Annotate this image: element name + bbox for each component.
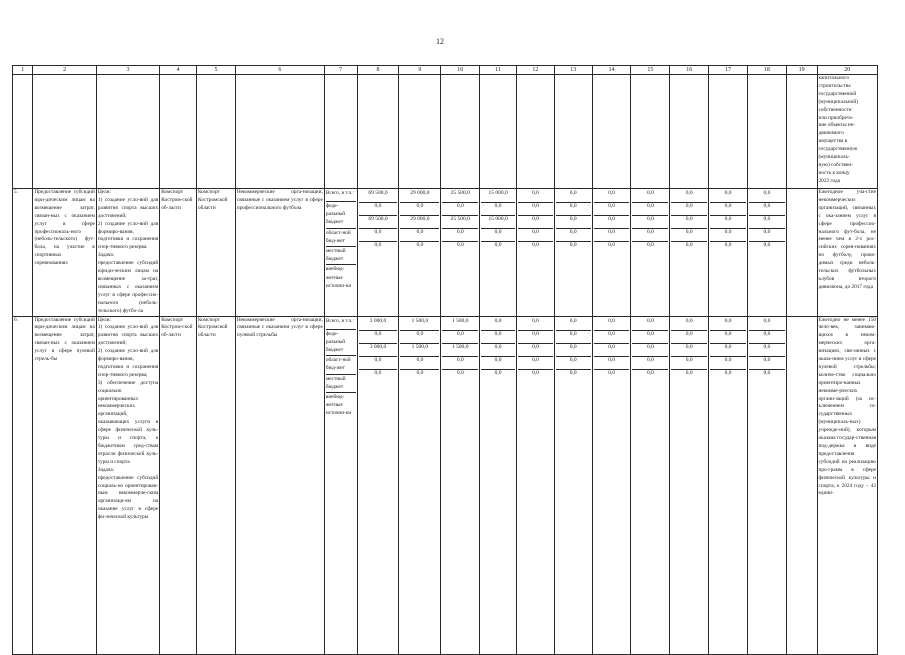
funding-value-cell bbox=[554, 189, 592, 317]
funding-value: 0,0 bbox=[671, 357, 707, 370]
funding-source-label: Всего, в т.ч.: bbox=[326, 189, 356, 202]
funding-value: 0,0 bbox=[671, 318, 707, 331]
funding-value-cell bbox=[357, 189, 399, 317]
funding-source-label: област-ной бюд-жет bbox=[326, 356, 356, 374]
column-number: 7 bbox=[324, 66, 357, 75]
expected-result: Ежегодно не менее 150 чело-век, занимаю-щихся в неком-мерческих орга-низациях, свя-занных с оказа-нием услуг в сфере пулевой стрельбы; количе-ство социально ориентиро-ванных некомме-рческих органи-заций (за ис-ключением го-сударственных (муниципаль-ных) учрежде-ний), которым оказана государ-ственная под-держка в виде предоставления субсидий на реализацию про-грамм в сфере физической культуры и спорта, к 2024 году – 42 едини- bbox=[817, 316, 877, 654]
funding-value: 69 500,0 bbox=[359, 190, 398, 203]
funding-value: 0,0 bbox=[749, 216, 785, 229]
funding-value: 0,0 bbox=[594, 216, 630, 229]
funding-value-cell bbox=[670, 316, 709, 654]
column-number: 9 bbox=[399, 66, 441, 75]
column-number: 18 bbox=[748, 66, 787, 75]
funding-value: 0,0 bbox=[456, 242, 464, 248]
funding-value: 0,0 bbox=[569, 242, 577, 248]
funding-value: 0,0 bbox=[518, 229, 553, 242]
funding-value: 0,0 bbox=[632, 229, 668, 242]
funding-value: 3 000,0 bbox=[359, 344, 398, 357]
funding-value-cell bbox=[441, 316, 480, 654]
funding-value: 0,0 bbox=[632, 190, 668, 203]
funding-value: 0,0 bbox=[632, 344, 668, 357]
funding-value: 0,0 bbox=[442, 229, 478, 242]
funding-value-cell bbox=[357, 316, 399, 654]
funding-source-label: феде-ральный бюджет bbox=[326, 202, 356, 229]
funding-value: 0,0 bbox=[594, 357, 630, 370]
funding-value: 1 500,0 bbox=[442, 318, 478, 331]
funding-value: 0,0 bbox=[556, 190, 591, 203]
executor: Комспорт Костром-ской об-ласти bbox=[160, 316, 197, 654]
column-number: 14 bbox=[592, 66, 631, 75]
funding-value: 0,0 bbox=[494, 369, 502, 376]
column-number: 19 bbox=[786, 66, 817, 75]
column-number: 12 bbox=[516, 66, 554, 75]
funding-value: 0,0 bbox=[481, 357, 515, 370]
funding-value: 0,0 bbox=[685, 369, 693, 376]
prev-result-text: капитального строительства государственной (муниципальной) собственности или приобрета- ние объекты не- движимого имущества в государственную (муниципаль- ную) собствен- ность к концу 2022 года bbox=[817, 75, 877, 189]
expected-result: Ежегодное уча-стие некоммерческих организаций, связанных с ока-занием услуг в сфере профессио-нального фут-бола, не менее чем в 2-х рос-сийских сорев-нованиях по футболу, прово-димых среди неболь-тельских футбольных клубов второго дивизиона, до 2017 года bbox=[817, 189, 877, 317]
column-number-row bbox=[13, 66, 878, 75]
column-number: 11 bbox=[480, 66, 517, 75]
funding-value-cell bbox=[631, 189, 670, 317]
funding-value: 0,0 bbox=[416, 369, 424, 376]
page-number: 12 bbox=[436, 37, 444, 46]
funding-source-label: Всего, в т.ч.: bbox=[326, 317, 356, 330]
funding-value: 3 000,0 bbox=[359, 318, 398, 331]
funding-value: 0,0 bbox=[685, 242, 693, 248]
funding-value: 0,0 bbox=[594, 331, 630, 344]
funding-value: 0,0 bbox=[710, 203, 746, 216]
column-number: 3 bbox=[96, 66, 159, 75]
column-number: 10 bbox=[441, 66, 480, 75]
funding-value-cell bbox=[554, 316, 592, 654]
funding-value: 0,0 bbox=[556, 229, 591, 242]
funding-value: 25 500,0 bbox=[442, 216, 478, 229]
funding-value: 0,0 bbox=[556, 344, 591, 357]
funding-value: 0,0 bbox=[646, 242, 654, 248]
funding-value: 0,0 bbox=[710, 318, 746, 331]
funding-value: 0,0 bbox=[400, 331, 439, 344]
funding-value: 0,0 bbox=[710, 331, 746, 344]
funding-value: 0,0 bbox=[632, 216, 668, 229]
funding-value: 0,0 bbox=[671, 203, 707, 216]
funding-value-cell bbox=[592, 189, 631, 317]
funding-value: 0,0 bbox=[494, 242, 502, 248]
funding-value: 0,0 bbox=[359, 357, 398, 370]
funding-value-cell bbox=[709, 189, 748, 317]
funding-value: 25 500,0 bbox=[442, 190, 478, 203]
funding-source-label: феде-ральный бюджет bbox=[326, 330, 356, 357]
funding-value: 0,0 bbox=[608, 369, 615, 376]
funding-value: 0,0 bbox=[724, 242, 732, 248]
funding-value: 0,0 bbox=[646, 369, 654, 376]
participants: Некоммерческие орга-низации, связанные с оказанием услуг в сфере профессионального футбола bbox=[235, 189, 324, 317]
row-number: 5. bbox=[13, 189, 33, 317]
empty-cell bbox=[786, 189, 817, 317]
funding-value: 0,0 bbox=[556, 357, 591, 370]
funding-value-cell bbox=[399, 316, 441, 654]
funding-value: 0,0 bbox=[456, 369, 464, 376]
funding-value: 0,0 bbox=[481, 331, 515, 344]
funding-value: 0,0 bbox=[518, 203, 553, 216]
funding-value: 0,0 bbox=[632, 357, 668, 370]
participants: Некоммерческие орга-низации, связанные с оказанием услуг в сфере пулевой стрельбы bbox=[235, 316, 324, 654]
funding-value: 0,0 bbox=[710, 344, 746, 357]
funding-value: 0,0 bbox=[481, 203, 515, 216]
funding-value: 15 000,0 bbox=[481, 190, 515, 203]
funding-value-cell bbox=[748, 316, 787, 654]
funding-value-cell bbox=[480, 189, 517, 317]
program-row bbox=[13, 189, 878, 317]
funding-value: 0,0 bbox=[594, 318, 630, 331]
funding-value: 0,0 bbox=[671, 190, 707, 203]
funding-value: 0,0 bbox=[374, 242, 382, 248]
funding-value: 0,0 bbox=[518, 318, 553, 331]
funding-value: 0,0 bbox=[556, 318, 591, 331]
funding-value-cell bbox=[480, 316, 517, 654]
funding-value-cell bbox=[748, 189, 787, 317]
funding-value: 29 000,0 bbox=[400, 190, 439, 203]
program-row bbox=[13, 316, 878, 654]
column-number: 2 bbox=[33, 66, 96, 75]
funding-value: 0,0 bbox=[359, 203, 398, 216]
funding-value: 0,0 bbox=[763, 242, 771, 248]
funding-value: 0,0 bbox=[481, 344, 515, 357]
column-number: 15 bbox=[631, 66, 670, 75]
funding-value: 0,0 bbox=[671, 229, 707, 242]
funding-value: 0,0 bbox=[531, 369, 539, 376]
funding-value: 0,0 bbox=[518, 344, 553, 357]
funding-value: 0,0 bbox=[400, 203, 439, 216]
goal-text: Цели: 1) создание усло-вий для развития спорта высших достижений; 2) создание усло-вий для формиро-вания, подготовки и сохранения спор-тивного резерва. Задача: предоставление субсидий юриди-ческим лицам на возмещение за-трат, связанных с оказанием услуг в сфере профессио-нального (неболь-тельского) футбо-ла bbox=[96, 189, 159, 317]
funding-value: 0,0 bbox=[556, 331, 591, 344]
funding-value: 0,0 bbox=[442, 357, 478, 370]
funding-value-cell bbox=[709, 316, 748, 654]
funding-value-cell bbox=[516, 316, 554, 654]
funding-value: 0,0 bbox=[531, 242, 539, 248]
funding-value: 0,0 bbox=[749, 203, 785, 216]
funding-sources bbox=[324, 316, 357, 654]
funding-value-cell bbox=[670, 189, 709, 317]
funding-value: 0,0 bbox=[724, 369, 732, 376]
funding-value: 0,0 bbox=[481, 318, 515, 331]
executor: Комспорт Костром-ской об-ласти bbox=[160, 189, 197, 317]
column-number: 8 bbox=[357, 66, 399, 75]
funding-value: 0,0 bbox=[632, 203, 668, 216]
funding-source-label: местный бюджет bbox=[326, 247, 356, 265]
funding-value: 69 500,0 bbox=[359, 216, 398, 229]
funding-value: 0,0 bbox=[594, 229, 630, 242]
funding-value: 0,0 bbox=[359, 331, 398, 344]
column-number: 16 bbox=[670, 66, 709, 75]
funding-value: 1 500,0 bbox=[442, 344, 478, 357]
funding-value: 0,0 bbox=[556, 203, 591, 216]
funding-value: 0,0 bbox=[442, 331, 478, 344]
funding-value: 0,0 bbox=[749, 344, 785, 357]
funding-value: 0,0 bbox=[556, 216, 591, 229]
funding-value: 0,0 bbox=[632, 331, 668, 344]
funding-value: 0,0 bbox=[749, 357, 785, 370]
funding-value: 0,0 bbox=[416, 242, 424, 248]
funding-value: 0,0 bbox=[518, 190, 553, 203]
funding-value: 0,0 bbox=[671, 344, 707, 357]
goal-text: Цели: 1) создание усло-вий для развития спорта высших достижений; 2) создание усло-вий для формиро-вания, подготовки и сохранения спор-тивного резерва; 3) обеспечение доступа социально ориентированных некоммерческих организаций, оказывающих услуги в сфере физической куль-туры и спорта, к бюджетным сред-ствам отрасли физической куль-туры и спорта. Задача: предоставление субсидий социаль-но ориентирован-ным некоммерче-ским организаци-ям на оказание услуг в сфере фи-зической культуры bbox=[96, 316, 159, 654]
funding-value: 1 500,0 bbox=[400, 318, 439, 331]
funding-source-label: внебюд-жетные источни-ки bbox=[325, 266, 352, 289]
funding-sources bbox=[324, 189, 357, 317]
funding-value: 0,0 bbox=[710, 216, 746, 229]
funding-source-label: внебюд-жетные источни-ки bbox=[325, 393, 352, 417]
column-number: 6 bbox=[235, 66, 324, 75]
coexecutor: Комспорт Костромской области bbox=[197, 316, 236, 654]
funding-value: 0,0 bbox=[710, 357, 746, 370]
funding-value: 0,0 bbox=[518, 216, 553, 229]
funding-value: 0,0 bbox=[749, 318, 785, 331]
column-number: 20 bbox=[817, 66, 877, 75]
funding-value: 0,0 bbox=[518, 357, 553, 370]
column-number: 13 bbox=[554, 66, 592, 75]
column-number: 1 bbox=[13, 66, 33, 75]
funding-value-cell bbox=[592, 316, 631, 654]
funding-value: 0,0 bbox=[608, 242, 615, 248]
funding-value-cell bbox=[516, 189, 554, 317]
funding-value: 0,0 bbox=[594, 203, 630, 216]
funding-value: 0,0 bbox=[481, 229, 515, 242]
funding-value: 0,0 bbox=[710, 190, 746, 203]
funding-value: 0,0 bbox=[374, 369, 382, 376]
funding-value: 0,0 bbox=[749, 331, 785, 344]
measure-name: Предоставление субсидий юри-дическим лицам на возмещение затрат, связан-ных с оказанием услуг в сфере профессиональ-ного (неболь-тельского) фут-бола, на участие в спортивных соревнованиях bbox=[33, 189, 96, 317]
funding-value: 0,0 bbox=[569, 369, 577, 376]
funding-value: 0,0 bbox=[442, 203, 478, 216]
funding-value: 0,0 bbox=[749, 190, 785, 203]
funding-value: 0,0 bbox=[594, 344, 630, 357]
funding-value: 0,0 bbox=[400, 229, 439, 242]
funding-value: 1 500,0 bbox=[400, 344, 439, 357]
funding-value: 0,0 bbox=[710, 229, 746, 242]
funding-value-cell bbox=[441, 189, 480, 317]
funding-value: 0,0 bbox=[671, 216, 707, 229]
funding-value: 0,0 bbox=[518, 331, 553, 344]
funding-source-label: област-ной бюд-жет bbox=[326, 229, 356, 247]
continuation-row bbox=[13, 75, 878, 189]
column-number: 4 bbox=[160, 66, 197, 75]
funding-value: 0,0 bbox=[632, 318, 668, 331]
coexecutor: Комспорт Костромской области bbox=[197, 189, 236, 317]
funding-value: 0,0 bbox=[763, 369, 771, 376]
funding-value-cell bbox=[631, 316, 670, 654]
funding-value: 0,0 bbox=[749, 229, 785, 242]
empty-cell bbox=[786, 316, 817, 654]
funding-value-cell bbox=[399, 189, 441, 317]
funding-value: 29 000,0 bbox=[400, 216, 439, 229]
row-number: 6. bbox=[13, 316, 33, 654]
funding-value: 15 000,0 bbox=[481, 216, 515, 229]
funding-value: 0,0 bbox=[359, 229, 398, 242]
funding-value: 0,0 bbox=[671, 331, 707, 344]
column-number: 5 bbox=[197, 66, 236, 75]
funding-value: 0,0 bbox=[400, 357, 439, 370]
funding-source-label: местный бюджет bbox=[326, 375, 356, 393]
funding-value: 0,0 bbox=[594, 190, 630, 203]
program-table bbox=[12, 65, 878, 655]
column-number: 17 bbox=[709, 66, 748, 75]
measure-name: Предоставление субсидий юри-дическим лицам на возмещение затрат, связан-ных с оказанием услуг в сфере пулевой стрель-бы bbox=[33, 316, 96, 654]
